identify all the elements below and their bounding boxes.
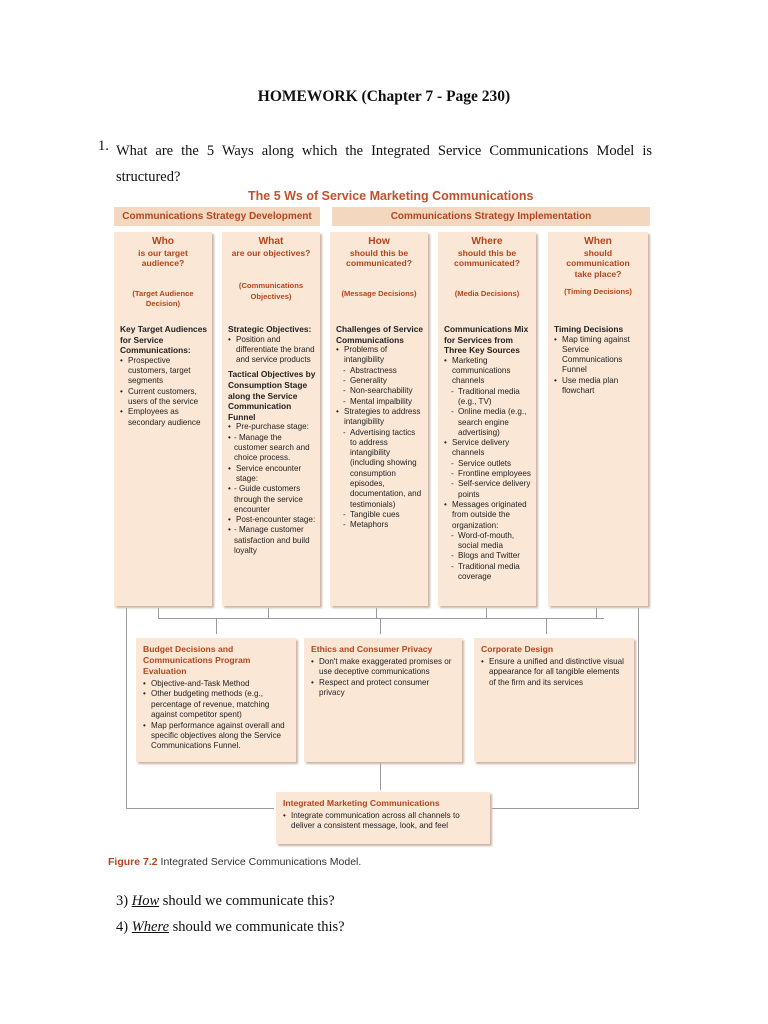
list-subitem: - Traditional media coverage [444,562,532,583]
list-item: • Use media plan flowchart [554,376,644,397]
list-subitem: - Manage customer satisfaction and build loyalty [234,525,310,556]
caption-text: Integrated Service Communications Model. [160,856,362,868]
figure-integrated-model [108,186,656,876]
who-tag: (Target Audience Decision) [132,288,194,309]
list-subitem: - Manage the customer search and choice process. [234,432,310,463]
list-item: • Service encounter stage: [228,464,316,485]
who-subheading: is our target audience? [138,248,188,269]
list-item: • Current customers, users of the service [120,387,208,408]
when-tag: (Timing Decisions) [564,287,632,297]
box-budget-decisions [136,638,296,762]
how-tag: (Message Decisions) [341,288,417,298]
list-item: • Map timing against Service Communications Funnel [554,335,644,376]
list-item: • Integrate communication across all channels to deliver a consistent message, look, and feel [283,811,483,832]
list-subitem: - Guide customers through the service encounter [234,484,303,514]
caption-label: Figure 7.2 [108,856,158,868]
connector-line [158,608,159,618]
list-item: • Map performance against overall and specific objectives along the Service Communications Funnel. [143,721,289,752]
what-tag: (Communications Objectives) [238,281,304,301]
where-tag: (Media Decisions) [454,288,520,298]
list-item [228,525,316,556]
list-item: • Marketing communications channels [444,356,532,387]
list-subitem: - Mental impalbility [336,397,424,407]
connector-line [492,808,639,809]
connector-line [158,618,604,619]
question-number: 1. [98,138,109,154]
list-item: • Ensure a unified and distinctive visual appearance for all tangible elements of the firm and its services [481,657,627,688]
connector-line [380,618,381,634]
answer-keyword: How [131,893,160,909]
who-body-heading: Key Target Audiences for Service Communications: [120,324,208,356]
how-subheading: should this be communicated? [346,248,412,269]
when-heading: When [584,236,612,247]
answer-number: 4) [116,919,129,935]
header-strategy-development: Communications Strategy Development [114,207,320,226]
question-text: What are the 5 Ways along which the Integrated Service Communications Model is structured? [116,143,652,185]
list-item: • Problems of intangibility [336,345,424,366]
list-item [228,484,316,515]
list-item: • Messages originated from outside the organization: [444,500,532,531]
list-item: • Pre-purchase stage: [228,422,316,432]
list-item: • Objective-and-Task Method [143,679,289,689]
what-body-heading-2: Tactical Objectives by Consumption Stage along the Service Communication Funnel [228,369,316,422]
list-item: • Don't make exaggerated promises or use deceptive communications [311,657,455,678]
list-item: • Employees as secondary audience [120,407,208,428]
connector-line [546,618,547,634]
header-strategy-implementation: Communications Strategy Implementation [332,207,650,226]
column-what [222,232,320,606]
list-item: • Other budgeting methods (e.g., percentage of revenue, matching against competitor spent) [143,689,289,720]
connector-line [126,608,127,808]
answer-keyword: Where [131,919,170,935]
column-how [330,232,428,606]
when-body-heading: Timing Decisions [554,324,624,334]
list-item: • Post-encounter stage: [228,515,316,525]
where-subheading: should this be communicated? [454,248,520,269]
what-subheading: are our objectives? [231,248,311,258]
list-subitem: - Online media (e.g., search engine advertising) [444,407,532,438]
connector-line [638,608,639,808]
how-heading: How [368,236,390,247]
list-item: • Prospective customers, target segments [120,356,208,387]
what-body-heading: Strategic Objectives: [228,324,312,334]
connector-line [376,608,377,618]
answer-text: should we communicate this? [172,919,345,935]
budget-heading: Budget Decisions and Communications Program Evaluation [143,644,251,676]
list-subitem: - Traditional media (e.g., TV) [444,387,532,408]
list-item [228,433,316,464]
list-item: • Respect and protect consumer privacy [311,678,455,699]
answer-number: 3) [116,893,129,909]
column-where [438,232,536,606]
where-heading: Where [471,236,503,247]
list-subitem: - Self-service delivery points [444,479,532,500]
connector-line [380,762,381,790]
answer-text: should we communicate this? [162,893,335,909]
box-ethics-privacy [304,638,462,762]
imc-heading: Integrated Marketing Communications [283,798,440,808]
answer-4 [116,919,345,936]
page-title: HOMEWORK (Chapter 7 - Page 230) [257,88,511,105]
list-subitem: - Advertising tactics to address intangibility (including showing consumption episodes, documentation, and testimonials) [336,428,424,510]
list-item: • Strategies to address intangibility [336,407,424,428]
connector-line [216,618,217,634]
ethics-heading: Ethics and Consumer Privacy [311,644,433,654]
list-subitem: - Non-searchability [336,386,424,396]
who-heading: Who [151,236,175,247]
list-subitem: - Service outlets [444,459,532,469]
figure-title: The 5 Ws of Service Marketing Communications [248,189,534,203]
box-integrated-marketing [276,792,490,844]
connector-line [486,608,487,618]
where-body-heading: Communications Mix for Services from Three Key Sources [444,324,529,356]
list-subitem: - Word-of-mouth, social media [444,531,532,552]
connector-line [596,608,597,618]
list-subitem: - Tangible cues [336,510,424,520]
figure-caption [108,856,361,868]
how-body-heading: Challenges of Service Communications [336,324,424,345]
what-heading: What [258,236,284,247]
connector-line [268,608,269,618]
corporate-heading: Corporate Design [481,644,554,654]
list-item: • Position and differentiate the brand and service products [228,335,316,366]
list-subitem: - Metaphors [336,520,424,530]
when-subheading: should communication take place? [566,248,630,279]
list-item: • Service delivery channels [444,438,532,459]
box-corporate-design [474,638,634,762]
answer-3 [116,893,335,910]
connector-line [126,808,274,809]
list-subitem: - Generality [336,376,424,386]
list-subitem: - Blogs and Twitter [444,551,532,561]
list-subitem: - Frontline employees [444,469,532,479]
list-subitem: - Abstractness [336,366,424,376]
column-who [114,232,212,606]
column-when [548,232,648,606]
